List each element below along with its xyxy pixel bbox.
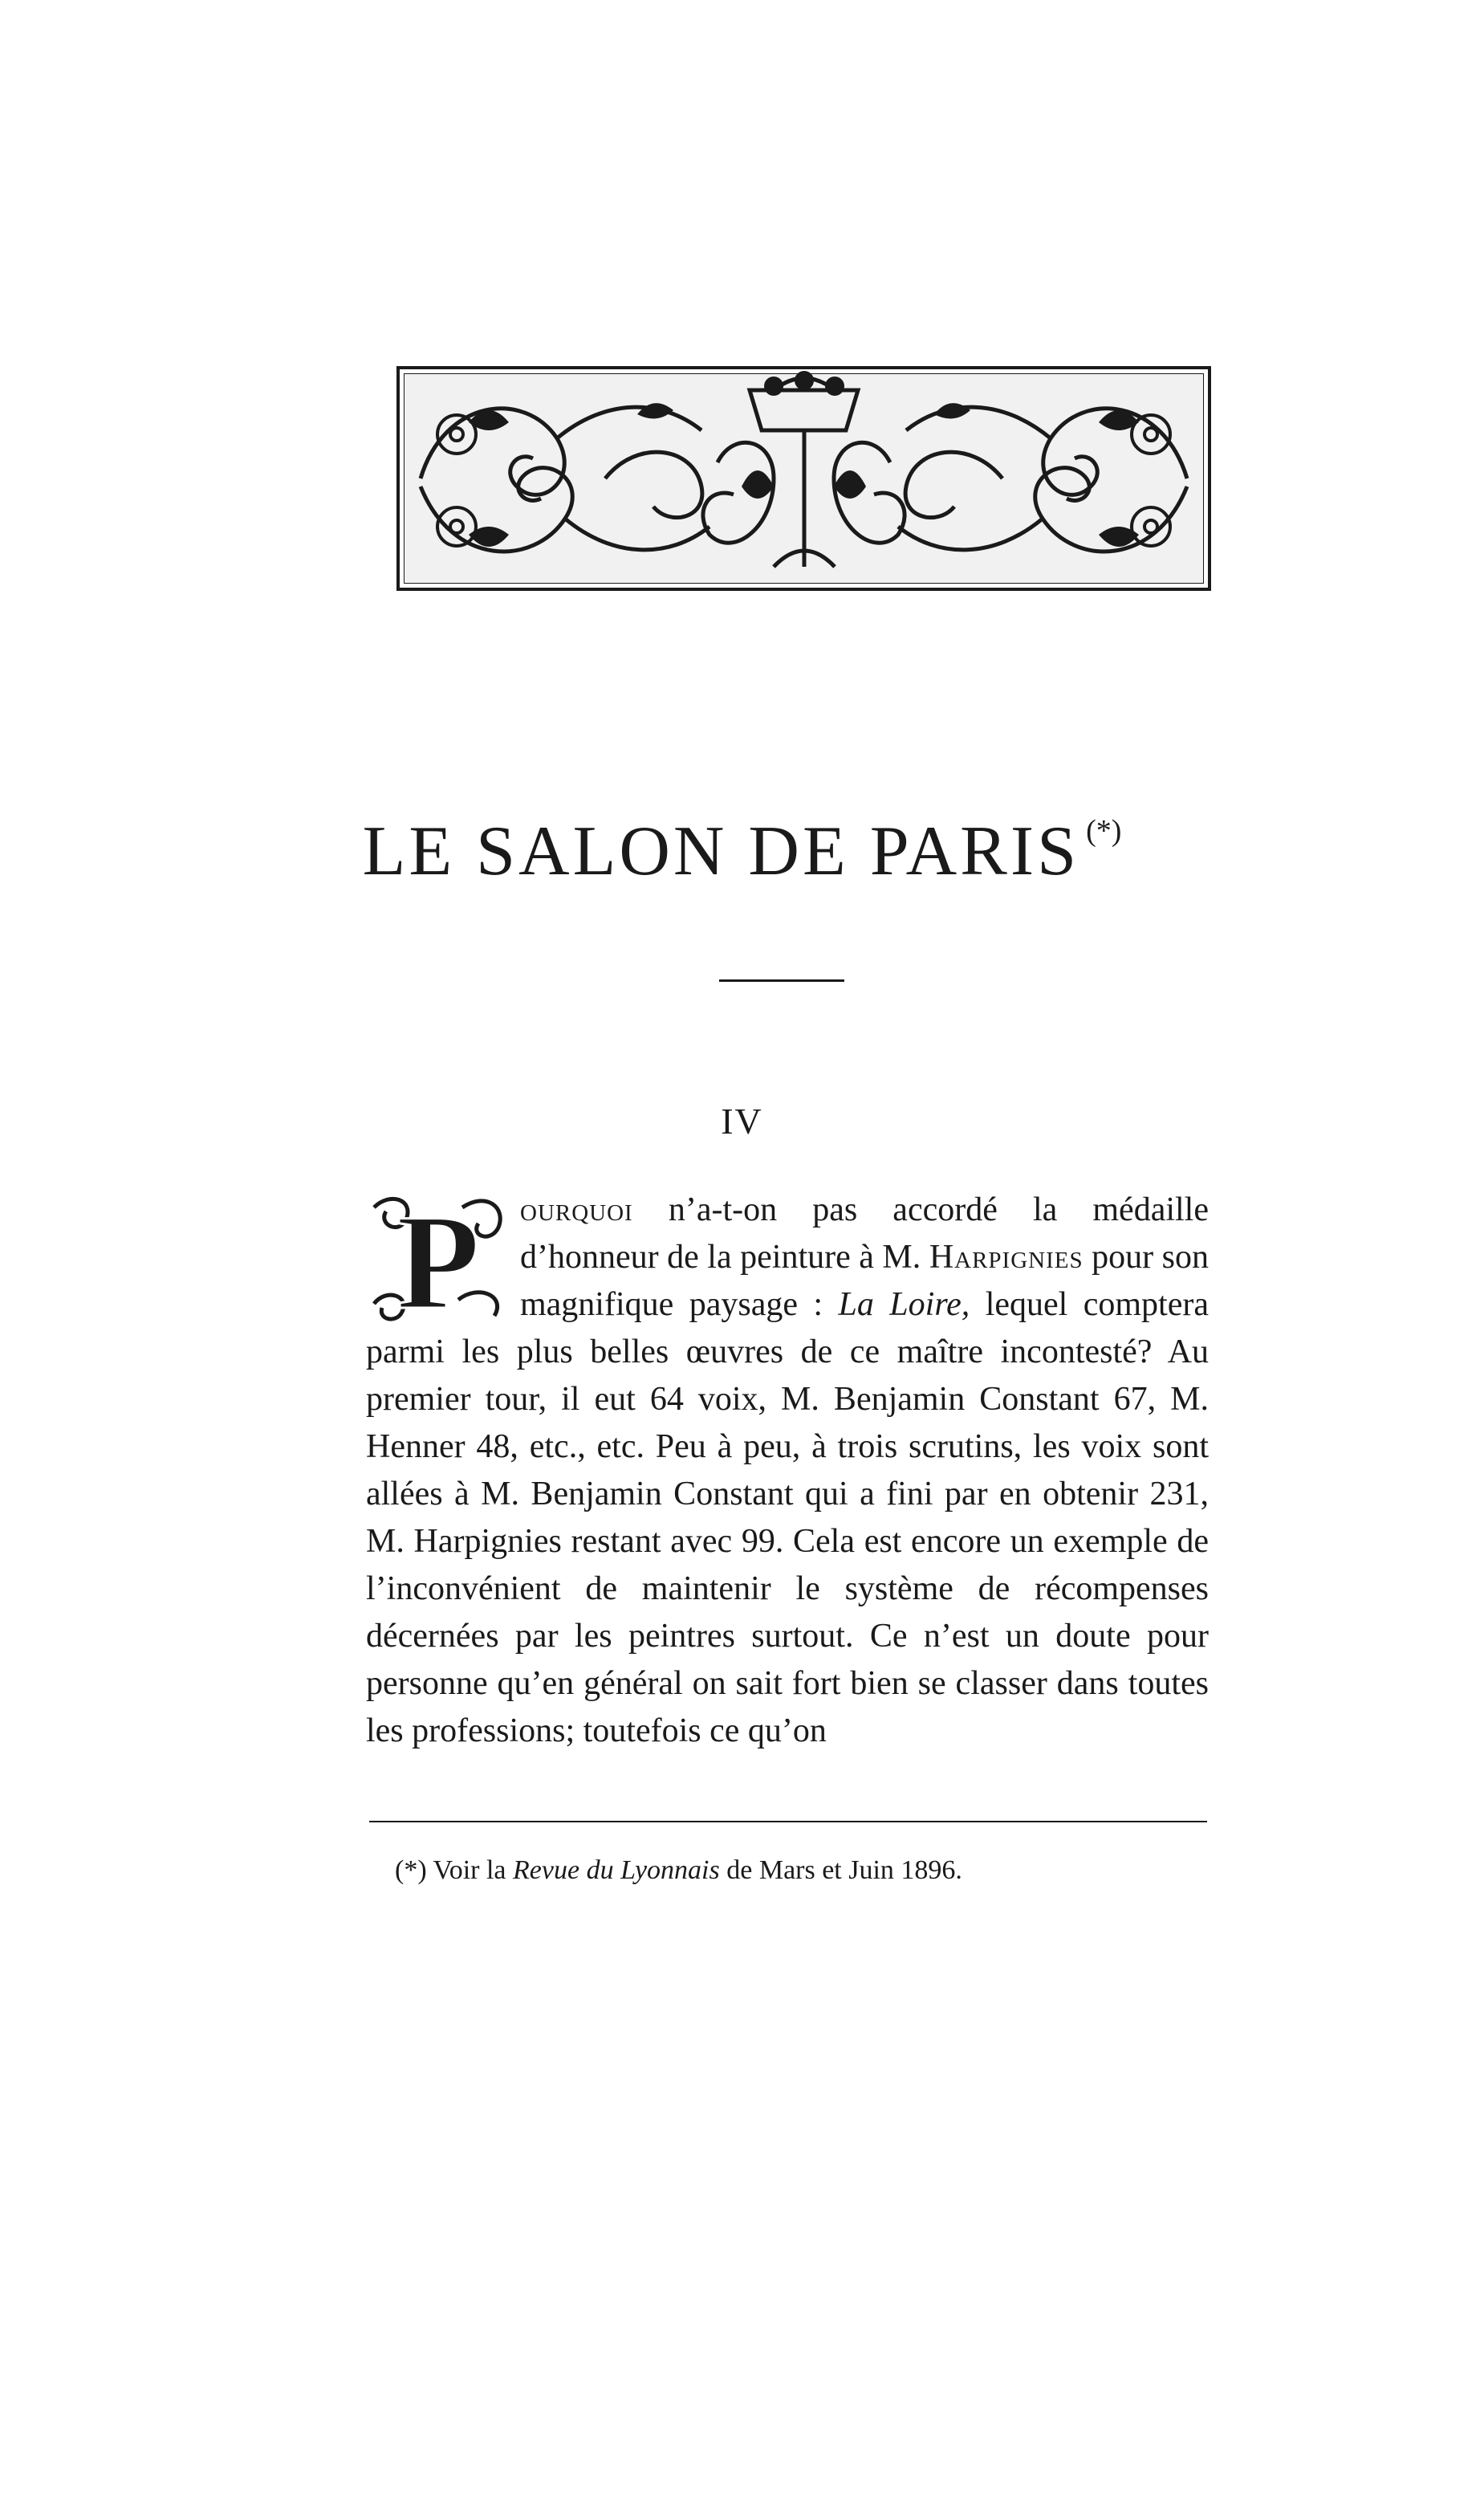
- ornamental-headpiece: [396, 366, 1211, 591]
- paragraph-text-3: lequel comptera parmi les plus belles œuvres de ce maître incontesté? Au premier tour, il eut 64 voix, M. Benjamin Constant 67, M. Henner 48, etc., etc. Peu à peu, à trois scrutins, les voix sont allées à M. Benjamin Constant qui a fini par en obtenir 231, M. Harpignies restant avec 99. Cela est encore un exemple de l’inconvénient de maintenir le système de récompenses décernées par les peintres surtout. Ce n’est un doute pour personne qu’en général on sait fort bien se classer dans toutes les professions; toutefois ce qu’on: [366, 1286, 1209, 1749]
- footnote-journal: Revue du Lyonnais: [513, 1855, 720, 1885]
- footnote-text-before: Voir la: [426, 1855, 514, 1885]
- paragraph-text-2: pour son magnifique paysage :: [520, 1239, 1209, 1323]
- ornamental-initial-p-icon: [366, 1191, 510, 1326]
- footnote-divider: [369, 1821, 1207, 1822]
- artist-name: Harpignies: [929, 1239, 1084, 1276]
- footnote-marker: (*): [395, 1855, 427, 1885]
- acanthus-scroll-headpiece-icon: [396, 366, 1211, 591]
- dropcap-letter: P: [396, 1191, 480, 1326]
- body-paragraph: [366, 1187, 1209, 1755]
- title-text: LE SALON DE PARIS: [362, 812, 1080, 890]
- title-footnote-ref: (*): [1086, 814, 1122, 848]
- opening-word: ourquoi: [520, 1191, 633, 1228]
- title-divider: [719, 979, 844, 982]
- footnote-text-after: de Mars et Juin 1896.: [719, 1855, 962, 1885]
- dropcap-initial: [366, 1191, 510, 1326]
- paragraph-text-1: n’a-t-on pas accordé la médaille d’honneur de la peinture à M.: [520, 1191, 1209, 1276]
- painting-title: La Loire,: [838, 1286, 970, 1323]
- article-title: [0, 811, 1484, 892]
- section-number: IV: [721, 1101, 763, 1142]
- footnote: [395, 1853, 1197, 1888]
